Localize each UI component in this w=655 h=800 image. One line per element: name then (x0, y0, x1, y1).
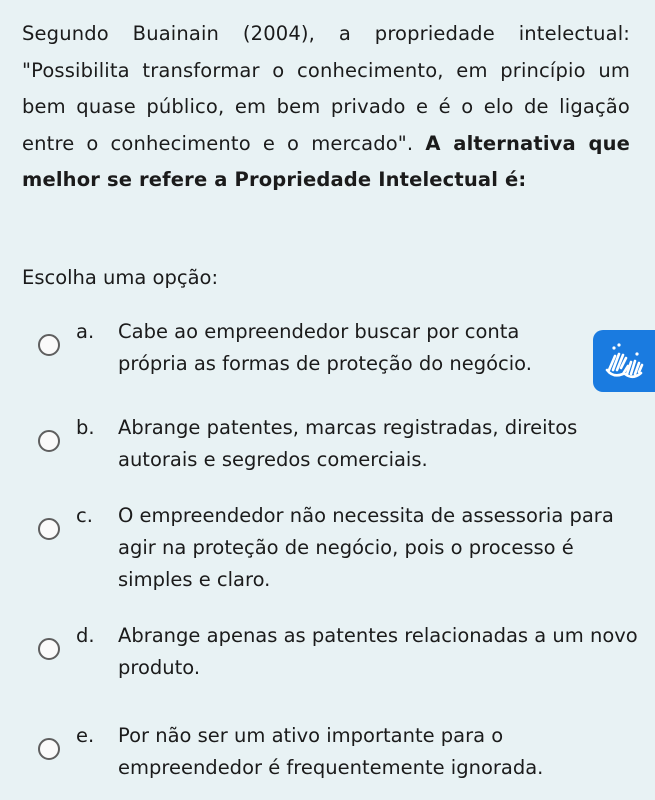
option-c-radio[interactable] (38, 518, 60, 540)
option-a-radio[interactable] (38, 334, 60, 356)
option-c-text: O empreendedor não necessita de assessoria para agir na proteção de negócio, pois o processo é simples e claro. (118, 504, 614, 591)
sign-language-hands-icon (601, 340, 647, 382)
answer-prompt: Escolha uma opção: (22, 266, 219, 289)
option-a-letter: a. (76, 320, 95, 343)
option-d-letter: d. (76, 624, 95, 647)
option-e-text: Por não ser um ativo importante para o empreendedor é frequentemente ignorada. (118, 724, 544, 779)
option-b-letter: b. (76, 416, 95, 439)
option-d[interactable] (38, 620, 638, 690)
option-d-text: Abrange apenas as patentes relacionadas a um novo produto. (118, 624, 638, 679)
question-instruction: A alternativa que melhor se refere a Propriedade Intelectual é: (22, 131, 630, 191)
option-c[interactable] (38, 500, 638, 602)
option-a-text: Cabe ao empreendedor buscar por conta própria as formas de proteção do negócio. (118, 320, 532, 375)
option-b-radio[interactable] (38, 430, 60, 452)
option-e-letter: e. (76, 724, 95, 747)
option-b-text: Abrange patentes, marcas registradas, direitos autorais e segredos comerciais. (118, 416, 578, 471)
option-d-radio[interactable] (38, 638, 60, 660)
option-b[interactable] (38, 412, 638, 482)
option-a[interactable] (38, 316, 638, 386)
question-statement: Segundo Buainain (2004), a propriedade intelectual: "Possibilita transformar o conhecimento, em princípio um bem quase público, em bem privado e é o elo de ligação entre o conhecimento e o mercado". (22, 22, 630, 155)
option-e[interactable] (38, 720, 638, 790)
option-e-radio[interactable] (38, 738, 60, 760)
option-c-letter: c. (76, 504, 93, 527)
question-text (22, 16, 630, 199)
accessibility-widget-button[interactable] (593, 330, 655, 392)
